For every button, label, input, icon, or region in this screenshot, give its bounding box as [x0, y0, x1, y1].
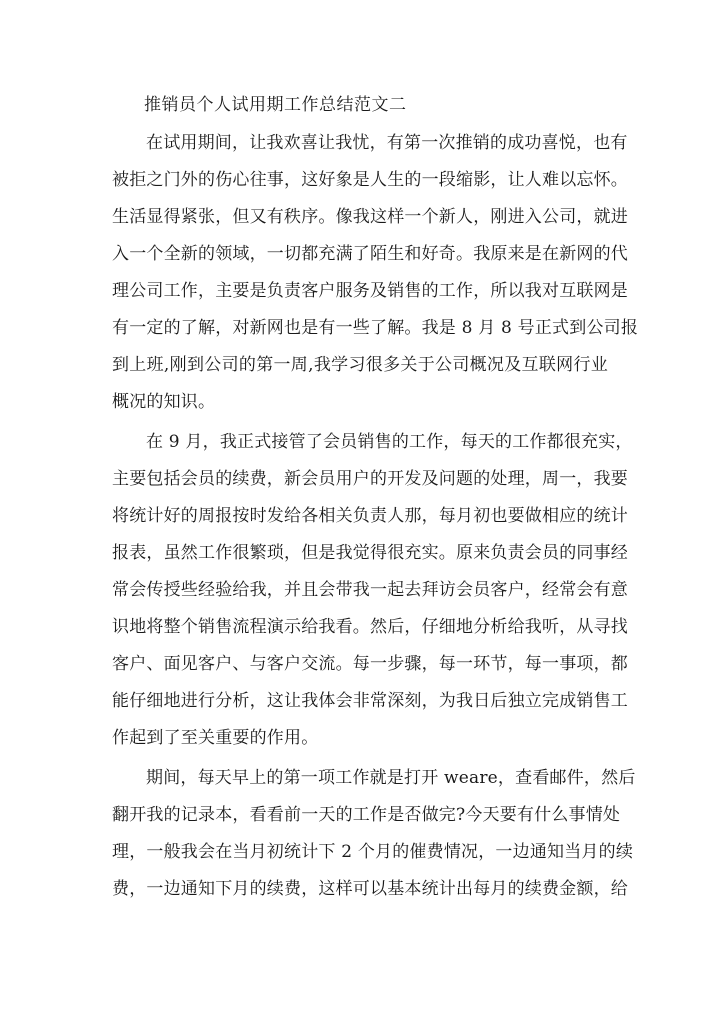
paragraph-line: 有一定的了解，对新网也是有一些了解。我是 8 月 8 号正式到公司报 — [112, 318, 639, 338]
paragraph-line: 在试用期间，让我欢喜让我忧，有第一次推销的成功喜悦，也有 — [146, 133, 628, 153]
paragraph-line: 将统计好的周报按时发给各相关负责人那，每月初也要做相应的统计 — [112, 506, 628, 526]
paragraph-line: 入一个全新的领域，一切都充满了陌生和好奇。我原来是在新网的代 — [112, 244, 628, 264]
paragraph-3 — [112, 760, 636, 908]
paragraph-line: 客户、面见客户、与客户交流。每一步骤，每一环节，每一事项，都 — [112, 654, 628, 674]
paragraph-line: 在 9 月，我正式接管了会员销售的工作，每天的工作都很充实， — [146, 432, 633, 452]
paragraph-line: 能仔细地进行分析，这让我体会非常深刻，为我日后独立完成销售工 — [112, 691, 628, 711]
paragraph-1 — [112, 125, 639, 421]
paragraph-line: 常会传授些经验给我，并且会带我一起去拜访会员客户，经常会有意 — [112, 580, 628, 600]
paragraph-line: 理，一般我会在当月初统计下 2 个月的催费情况，一边通知当月的续 — [112, 842, 634, 862]
paragraph-line: 费，一边通知下月的续费，这样可以基本统计出每月的续费金额，给 — [112, 879, 628, 899]
paragraph-line: 报表，虽然工作很繁琐，但是我觉得很充实。原来负责会员的同事经 — [112, 543, 628, 563]
paragraph-2 — [112, 424, 633, 757]
paragraph-line: 识地将整个销售流程演示给我看。然后，仔细地分析给我听，从寻找 — [112, 617, 628, 637]
paragraph-line: 期间，每天早上的第一项工作就是打开 weare，查看邮件，然后 — [146, 768, 636, 788]
paragraph-line: 生活显得紧张，但又有秩序。像我这样一个新人，刚进入公司，就进 — [112, 207, 628, 227]
paragraph-line: 理公司工作，主要是负责客户服务及销售的工作，所以我对互联网是 — [112, 281, 628, 301]
paragraph-line: 主要包括会员的续费，新会员用户的开发及问题的处理，周一，我要 — [112, 469, 628, 489]
paragraph-line: 翻开我的记录本，看看前一天的工作是否做完?今天要有什么事情处 — [112, 805, 621, 825]
paragraph-line: 被拒之门外的伤心往事，这好象是人生的一段缩影，让人难以忘怀。 — [112, 170, 628, 190]
document-title: 推销员个人试用期工作总结范文二 — [144, 95, 407, 115]
paragraph-line: 到上班,刚到公司的第一周,我学习很多关于公司概况及互联网行业 — [112, 355, 608, 375]
paragraph-line: 概况的知识。 — [112, 392, 216, 412]
paragraph-line: 作起到了至关重要的作用。 — [112, 728, 319, 748]
